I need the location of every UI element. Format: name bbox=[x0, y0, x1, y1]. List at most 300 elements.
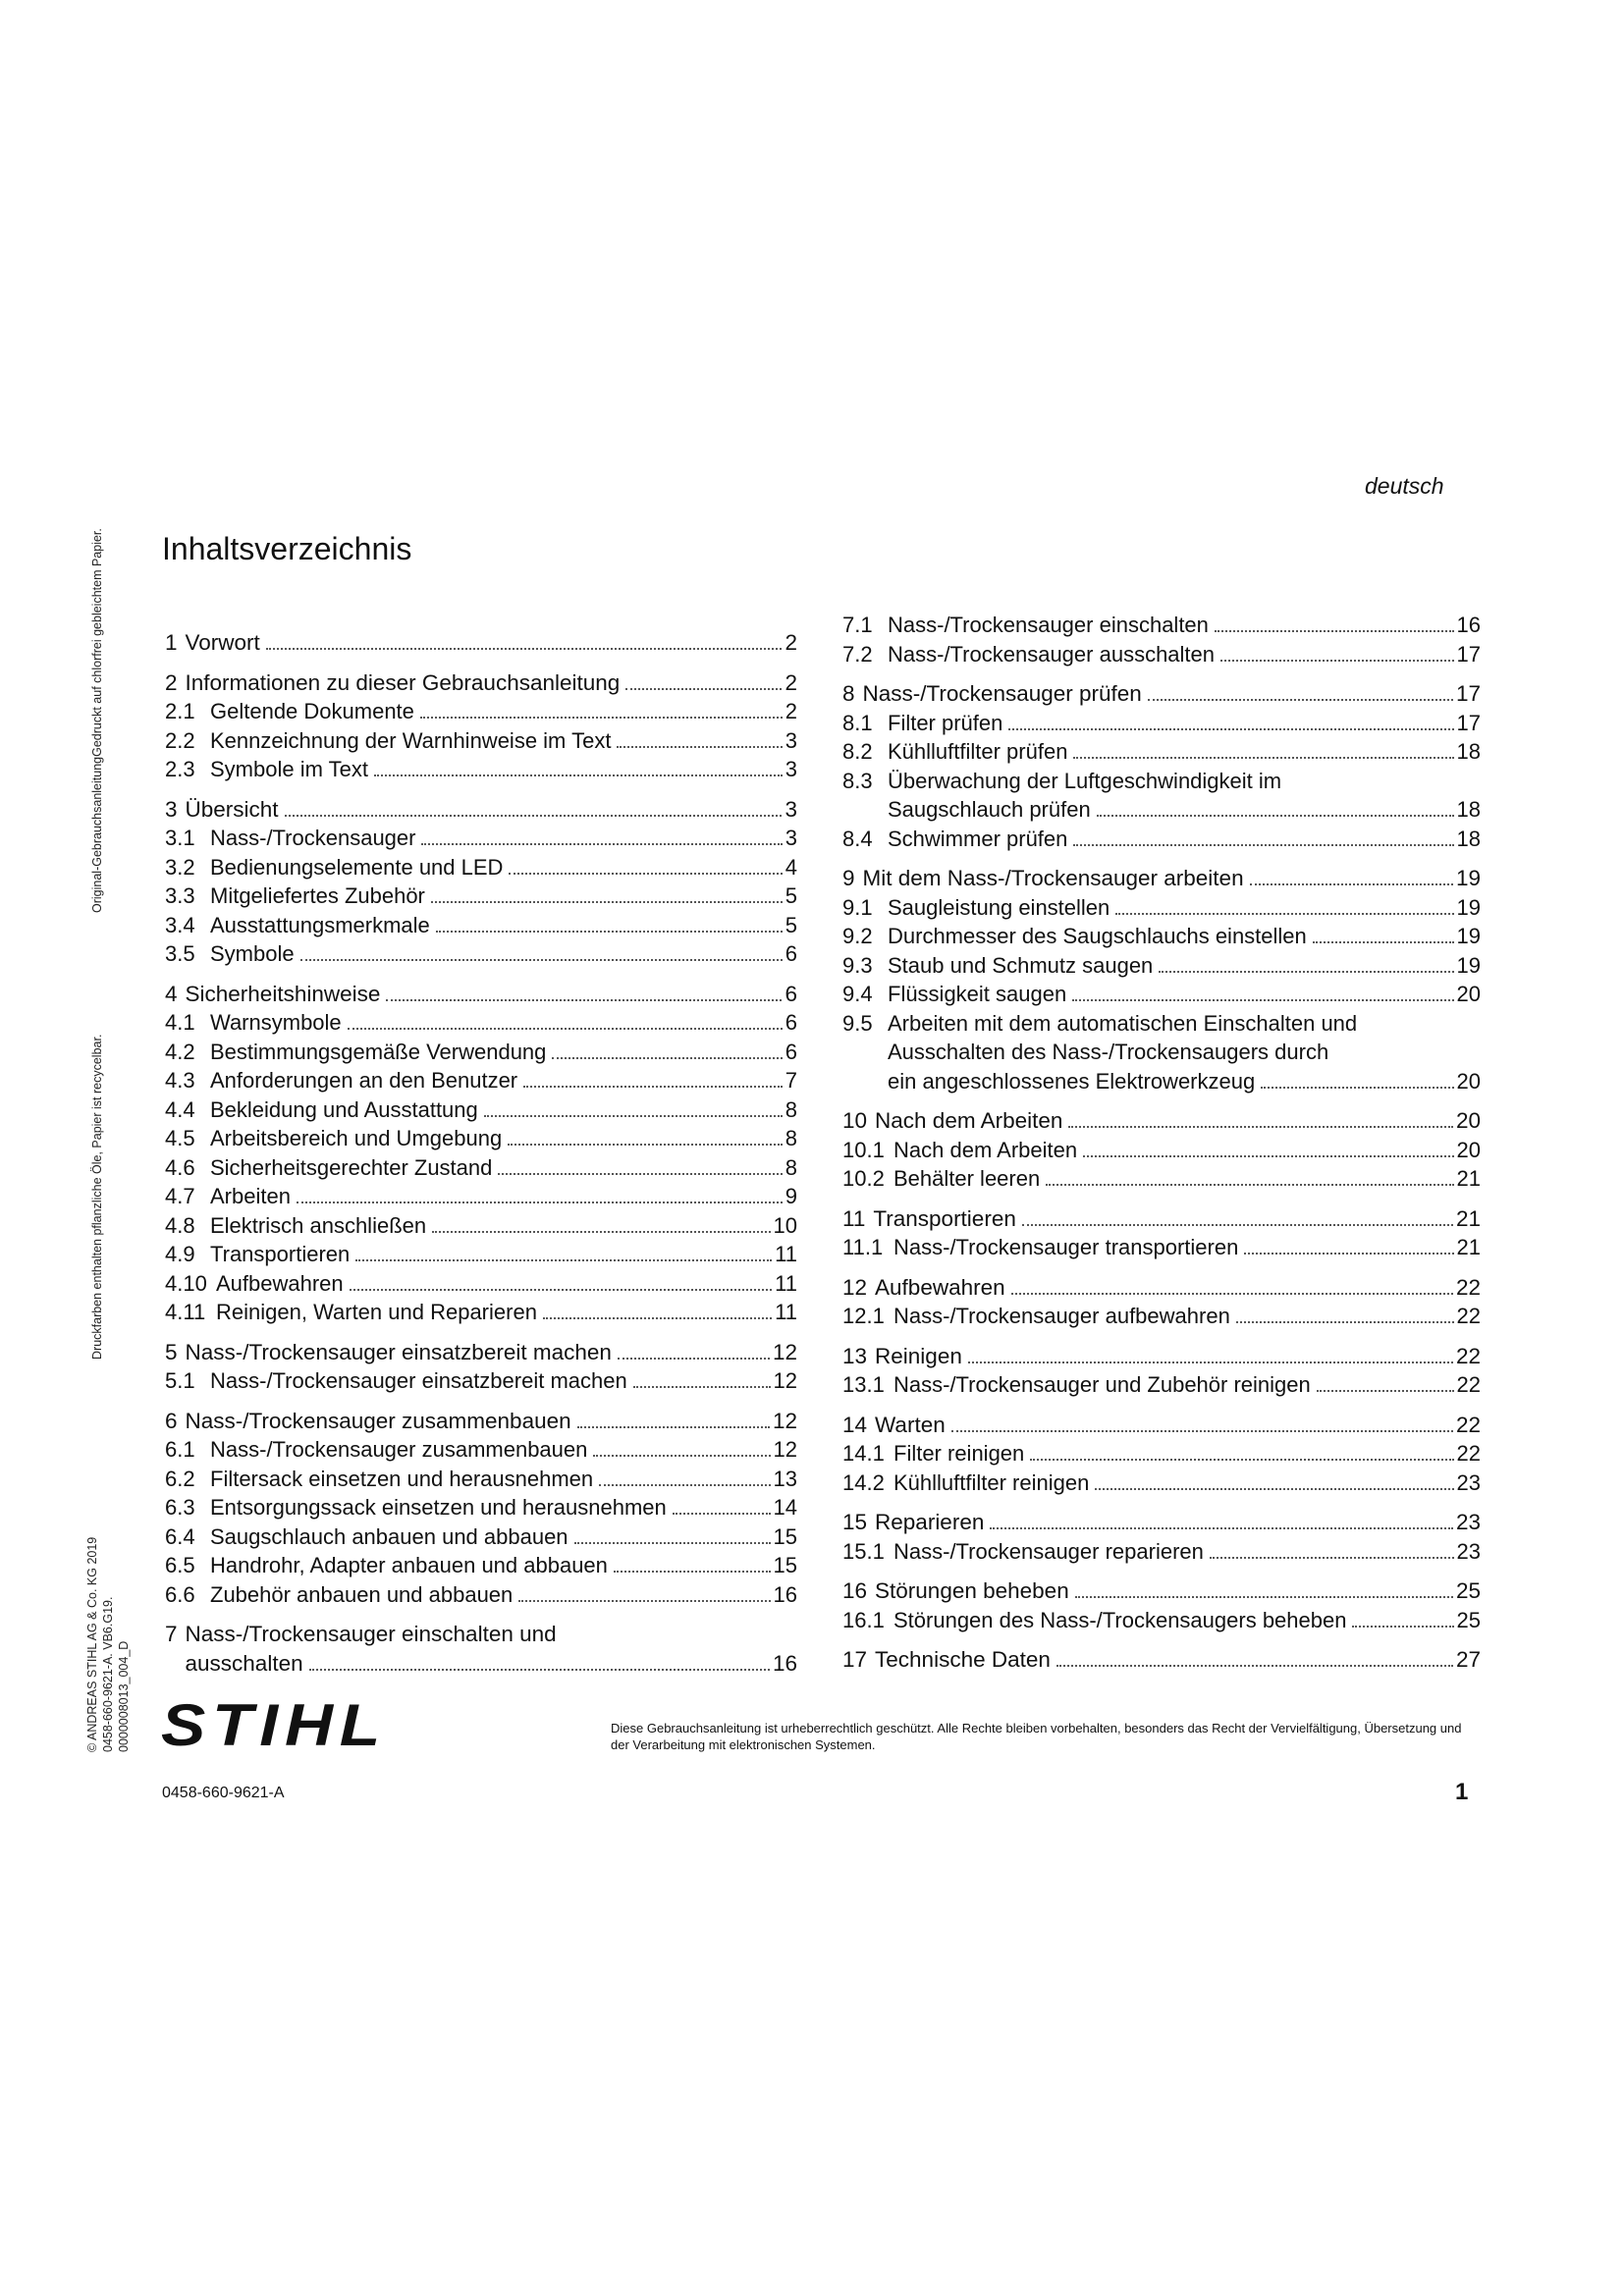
toc-entry-label: Aufbewahren bbox=[875, 1274, 1005, 1300]
toc-entry bbox=[842, 640, 1481, 669]
toc-entry-number: 16 bbox=[842, 1578, 868, 1603]
toc-entry-number: 17 bbox=[842, 1647, 868, 1672]
toc-entry bbox=[842, 1233, 1481, 1262]
toc-entry-label-cont: ein angeschlossenes Elektrowerkzeug bbox=[888, 1068, 1256, 1094]
toc-entry-number: 7.1 bbox=[842, 613, 873, 637]
toc-entry bbox=[165, 1211, 797, 1241]
toc-entry-number: 3 bbox=[165, 796, 178, 822]
toc-entry-label-block bbox=[888, 1009, 1481, 1096]
toc-entry bbox=[842, 1645, 1481, 1675]
toc-entry-page: 15 bbox=[773, 1553, 797, 1577]
toc-entry-label: Nass-/Trockensauger aufbewahren bbox=[893, 1304, 1230, 1328]
toc-entry-label: Nass-/Trockensauger bbox=[210, 826, 416, 850]
toc-entry bbox=[842, 1164, 1481, 1194]
toc-entry-page: 20 bbox=[1456, 1068, 1481, 1094]
toc-entry-page: 20 bbox=[1456, 1137, 1481, 1162]
toc-entry bbox=[165, 795, 797, 825]
toc-entry bbox=[842, 1411, 1481, 1440]
dot-leader bbox=[673, 1513, 771, 1515]
dot-leader bbox=[266, 648, 783, 650]
dot-leader bbox=[552, 1057, 782, 1059]
dot-leader bbox=[1220, 660, 1454, 662]
toc-entry bbox=[165, 1522, 797, 1552]
toc-entry-number: 14 bbox=[842, 1412, 868, 1437]
toc-entry-label-cont: Saugschlauch prüfen bbox=[888, 797, 1091, 822]
dot-leader bbox=[518, 1600, 770, 1602]
toc-entry-label: Staub und Schmutz saugen bbox=[888, 952, 1154, 978]
dot-leader bbox=[968, 1362, 1453, 1363]
toc-entry-label: Nass-/Trockensauger reparieren bbox=[893, 1538, 1204, 1564]
toc-entry-page: 6 bbox=[785, 1039, 797, 1064]
toc-entry-label: Bestimmungsgemäße Verwendung bbox=[210, 1039, 547, 1064]
dot-leader bbox=[508, 1144, 783, 1146]
toc-entry-number: 12.1 bbox=[842, 1304, 885, 1328]
doc-id-line: 0000008013_004_D bbox=[117, 1640, 131, 1752]
toc-entry-label-block bbox=[888, 767, 1481, 825]
dot-leader bbox=[1008, 728, 1453, 730]
toc-entry bbox=[842, 679, 1481, 709]
toc-entry-label: Behälter leeren bbox=[893, 1166, 1041, 1191]
toc-entry-number: 4.10 bbox=[165, 1270, 207, 1296]
toc-entry-number: 6.3 bbox=[165, 1495, 195, 1520]
toc-entry-number: 6.5 bbox=[165, 1553, 195, 1577]
toc-entry-page: 25 bbox=[1455, 1578, 1481, 1603]
toc-entry-label-block bbox=[186, 1620, 797, 1678]
dot-leader bbox=[1046, 1184, 1453, 1186]
toc-entry bbox=[842, 1342, 1481, 1371]
toc-entry bbox=[842, 1204, 1481, 1234]
toc-entry-label: Sicherheitsgerechter Zustand bbox=[210, 1154, 493, 1180]
toc-entry-label: Filtersack einsetzen und herausnehmen bbox=[210, 1466, 594, 1491]
toc-entry bbox=[165, 1124, 797, 1153]
toc-entry-label: Transportieren bbox=[210, 1242, 351, 1266]
toc-entry-number: 10.1 bbox=[842, 1137, 885, 1162]
toc-entry-number: 6.4 bbox=[165, 1523, 195, 1549]
dot-leader bbox=[1072, 999, 1453, 1001]
toc-entry-label: Transportieren bbox=[873, 1205, 1016, 1231]
toc-entry-label: Kühlluftfilter reinigen bbox=[893, 1469, 1090, 1495]
toc-entry-page: 3 bbox=[785, 727, 797, 753]
dot-leader bbox=[421, 843, 782, 845]
toc-entry-number: 9.4 bbox=[842, 982, 873, 1006]
toc-entry-label: Nach dem Arbeiten bbox=[875, 1108, 1063, 1133]
toc-entry-label: Informationen zu dieser Gebrauchsanleitung bbox=[185, 669, 621, 695]
toc-entry-page: 12 bbox=[772, 1339, 797, 1364]
toc-entry bbox=[165, 668, 797, 698]
dot-leader bbox=[614, 1571, 771, 1573]
toc-entry bbox=[165, 1366, 797, 1396]
toc-entry-number: 4.6 bbox=[165, 1154, 195, 1180]
toc-entry-label: Nass-/Trockensauger einschalten bbox=[888, 613, 1209, 637]
dot-leader bbox=[951, 1430, 1453, 1432]
dot-leader bbox=[1313, 941, 1454, 943]
dot-leader bbox=[1095, 1488, 1453, 1490]
toc-entry bbox=[165, 697, 797, 726]
dot-leader bbox=[625, 688, 782, 690]
toc-entry-label: Mitgeliefertes Zubehör bbox=[210, 883, 425, 908]
toc-entry bbox=[842, 1009, 1481, 1096]
dot-leader bbox=[599, 1484, 770, 1486]
toc-entry-page: 12 bbox=[772, 1408, 797, 1433]
dot-leader bbox=[577, 1426, 770, 1428]
toc-entry-page: 3 bbox=[785, 796, 797, 822]
toc-entry bbox=[842, 611, 1481, 640]
toc-entry-label: Nass-/Trockensauger zusammenbauen bbox=[185, 1408, 571, 1433]
toc-entry-page: 16 bbox=[1456, 613, 1481, 637]
toc-entry-page: 11 bbox=[775, 1242, 797, 1266]
toc-left-column bbox=[165, 628, 797, 1678]
toc-entry-number: 7 bbox=[165, 1622, 178, 1646]
toc-entry-number: 9.5 bbox=[842, 1010, 873, 1036]
toc-entry bbox=[842, 893, 1481, 923]
toc-entry-page: 18 bbox=[1456, 826, 1481, 851]
toc-entry-number: 4.4 bbox=[165, 1096, 195, 1122]
toc-entry bbox=[165, 853, 797, 882]
toc-entry-label: Nass-/Trockensauger einsatzbereit machen bbox=[210, 1368, 627, 1393]
toc-entry-page: 15 bbox=[773, 1523, 797, 1549]
toc-entry bbox=[842, 980, 1481, 1009]
toc-entry bbox=[165, 881, 797, 911]
toc-entry-page: 20 bbox=[1456, 982, 1481, 1006]
toc-entry-label: Arbeiten bbox=[210, 1184, 291, 1208]
toc-entry bbox=[842, 709, 1481, 738]
toc-entry-number: 6.1 bbox=[165, 1437, 195, 1462]
toc-entry-page: 18 bbox=[1456, 739, 1481, 764]
toc-entry-continuation bbox=[888, 1067, 1481, 1096]
toc-entry bbox=[165, 1580, 797, 1610]
toc-entry-label: Handrohr, Adapter anbauen und abbauen bbox=[210, 1553, 608, 1577]
dot-leader bbox=[1075, 1596, 1453, 1598]
language-label: deutsch bbox=[1365, 473, 1444, 499]
toc-entry-number: 8 bbox=[842, 681, 855, 706]
dot-leader bbox=[1083, 1155, 1453, 1157]
dot-leader bbox=[633, 1386, 771, 1388]
toc-entry-label: Elektrisch anschließen bbox=[210, 1212, 427, 1238]
toc-entry-page: 17 bbox=[1455, 681, 1481, 706]
toc-entry-number: 9.3 bbox=[842, 952, 873, 978]
toc-entry-page: 21 bbox=[1455, 1205, 1481, 1231]
toc-entry-page: 22 bbox=[1456, 1304, 1481, 1328]
toc-entry-page: 23 bbox=[1456, 1538, 1481, 1564]
toc-entry bbox=[165, 1435, 797, 1465]
toc-entry-number: 3.1 bbox=[165, 826, 195, 850]
toc-entry-page: 22 bbox=[1456, 1372, 1481, 1397]
dot-leader bbox=[618, 1358, 770, 1360]
dot-leader bbox=[523, 1086, 783, 1088]
dot-leader bbox=[1097, 815, 1454, 817]
toc-entry-label: Warnsymbole bbox=[210, 1010, 342, 1035]
toc-entry-label: Vorwort bbox=[185, 630, 260, 655]
toc-entry bbox=[165, 1620, 797, 1678]
dot-leader bbox=[1250, 883, 1453, 885]
stihl-logo bbox=[157, 1696, 393, 1753]
toc-entry-number: 9.1 bbox=[842, 894, 873, 920]
toc-entry-number: 8.4 bbox=[842, 826, 873, 851]
toc-entry bbox=[165, 726, 797, 756]
toc-entry bbox=[165, 1551, 797, 1580]
toc-entry bbox=[842, 1106, 1481, 1136]
toc-entry-number: 13 bbox=[842, 1343, 868, 1368]
toc-entry bbox=[842, 767, 1481, 825]
toc-entry-number: 4.9 bbox=[165, 1242, 195, 1266]
dot-leader bbox=[1148, 699, 1453, 701]
toc-entry-number: 6 bbox=[165, 1408, 178, 1433]
toc-entry bbox=[842, 1606, 1481, 1635]
toc-entry-label: Symbole im Text bbox=[210, 757, 368, 781]
dot-leader bbox=[1115, 913, 1453, 915]
dot-leader bbox=[509, 873, 782, 875]
toc-entry-number: 4.5 bbox=[165, 1126, 195, 1150]
toc-entry bbox=[165, 1240, 797, 1269]
toc-entry bbox=[165, 1038, 797, 1067]
toc-entry-page: 6 bbox=[785, 1010, 797, 1035]
dot-leader bbox=[543, 1317, 772, 1319]
toc-entry bbox=[165, 1298, 797, 1327]
dot-leader bbox=[355, 1259, 772, 1261]
toc-entry bbox=[165, 1066, 797, 1095]
toc-entry-label: Nass-/Trockensauger transportieren bbox=[893, 1235, 1239, 1259]
toc-entry-label: Filter reinigen bbox=[893, 1441, 1025, 1466]
toc-entry-page: 22 bbox=[1456, 1441, 1481, 1466]
toc-entry-label: Sicherheitshinweise bbox=[185, 981, 381, 1006]
toc-entry bbox=[165, 824, 797, 853]
toc-entry-number: 5.1 bbox=[165, 1368, 195, 1393]
toc-entry-label: Filter prüfen bbox=[888, 710, 1003, 735]
toc-entry-label: Bekleidung und Ausstattung bbox=[210, 1096, 478, 1122]
toc-entry-page: 17 bbox=[1456, 710, 1481, 735]
dot-leader bbox=[1030, 1459, 1453, 1461]
dot-leader bbox=[297, 1201, 783, 1203]
toc-entry bbox=[165, 628, 797, 658]
toc-entry-page: 21 bbox=[1456, 1166, 1481, 1191]
toc-entry-page: 7 bbox=[785, 1068, 797, 1093]
toc-entry-label: Kühlluftfilter prüfen bbox=[888, 739, 1068, 764]
toc-entry bbox=[842, 825, 1481, 854]
toc-entry-number: 13.1 bbox=[842, 1372, 885, 1397]
toc-entry-label: Ausstattungsmerkmale bbox=[210, 912, 430, 937]
toc-entry bbox=[165, 1338, 797, 1367]
toc-entry-page: 8 bbox=[785, 1096, 797, 1122]
toc-entry-number: 9 bbox=[842, 866, 855, 890]
copyright-notice: Diese Gebrauchsanleitung ist urheberrechtlich geschützt. Alle Rechte bleiben vorbehalten, besonders das Recht der Vervielfältigung, Übersetzung und der Verarbeitung mit elektronischen Systemen. bbox=[611, 1721, 1462, 1752]
dot-leader bbox=[574, 1542, 771, 1544]
toc-entry-number: 11.1 bbox=[842, 1235, 884, 1259]
toc-entry bbox=[842, 1537, 1481, 1567]
toc-entry-number: 3.3 bbox=[165, 883, 195, 908]
toc-entry-page: 2 bbox=[785, 630, 797, 655]
toc-entry-label: Überwachung der Luftgeschwindigkeit im bbox=[888, 768, 1282, 793]
toc-entry-number: 4 bbox=[165, 981, 178, 1006]
toc-right-column bbox=[842, 611, 1481, 1675]
toc-entry-page: 5 bbox=[785, 912, 797, 937]
toc-entry-number: 8.2 bbox=[842, 739, 873, 764]
toc-entry-page: 3 bbox=[785, 826, 797, 850]
toc-entry bbox=[842, 1576, 1481, 1606]
toc-entry-number: 12 bbox=[842, 1274, 868, 1300]
toc-entry-label: Nass-/Trockensauger ausschalten bbox=[888, 641, 1216, 667]
toc-entry bbox=[842, 1136, 1481, 1165]
toc-entry-number: 4.3 bbox=[165, 1068, 195, 1093]
toc-entry bbox=[165, 755, 797, 784]
dot-leader bbox=[420, 717, 783, 719]
toc-entry-page: 4 bbox=[785, 854, 797, 880]
toc-entry bbox=[165, 939, 797, 969]
dot-leader bbox=[484, 1115, 783, 1117]
toc-entry-page: 3 bbox=[785, 757, 797, 781]
toc-entry-page: 18 bbox=[1456, 797, 1481, 822]
sidebar-note-paper: Original-GebrauchsanleitungGedruckt auf chlorfrei gebleichtem Papier. bbox=[90, 528, 104, 913]
toc-entry-label: Übersicht bbox=[185, 796, 279, 822]
toc-entry-label: Zubehör anbauen und abbauen bbox=[210, 1581, 514, 1607]
toc-entry-page: 8 bbox=[785, 1154, 797, 1180]
toc-entry-page: 23 bbox=[1455, 1510, 1481, 1534]
toc-entry-number: 4.8 bbox=[165, 1212, 195, 1238]
toc-entry-page: 22 bbox=[1455, 1343, 1481, 1368]
toc-entry-label: Anforderungen an den Benutzer bbox=[210, 1068, 518, 1093]
toc-entry-page: 2 bbox=[785, 699, 797, 723]
toc-entry-number: 14.2 bbox=[842, 1469, 885, 1495]
dot-leader bbox=[1317, 1390, 1454, 1392]
toc-entry-label: Warten bbox=[875, 1412, 946, 1437]
toc-entry-label: Kennzeichnung der Warnhinweise im Text bbox=[210, 727, 612, 753]
dot-leader bbox=[1073, 757, 1453, 759]
toc-entry-number: 16.1 bbox=[842, 1607, 885, 1632]
toc-entry-number: 8.3 bbox=[842, 768, 873, 793]
toc-entry-page: 6 bbox=[785, 981, 797, 1006]
toc-entry-number: 6.2 bbox=[165, 1466, 195, 1491]
dot-leader bbox=[285, 815, 783, 817]
toc-entry-label: Arbeitsbereich und Umgebung bbox=[210, 1126, 503, 1150]
toc-entry-page: 5 bbox=[785, 883, 797, 908]
toc-entry-number: 2 bbox=[165, 669, 178, 695]
toc-entry-label: Arbeiten mit dem automatischen Einschalten und bbox=[888, 1010, 1358, 1036]
toc-entry bbox=[842, 1302, 1481, 1331]
toc-entry-label: Symbole bbox=[210, 941, 295, 966]
toc-entry bbox=[165, 1008, 797, 1038]
toc-entry-page: 23 bbox=[1456, 1469, 1481, 1495]
toc-entry-page: 20 bbox=[1455, 1108, 1481, 1133]
dot-leader bbox=[1236, 1321, 1454, 1323]
toc-entry-number: 4.1 bbox=[165, 1010, 195, 1035]
dot-leader bbox=[1056, 1665, 1453, 1667]
toc-entry-page: 22 bbox=[1455, 1412, 1481, 1437]
toc-entry-page: 19 bbox=[1456, 952, 1481, 978]
toc-entry bbox=[165, 980, 797, 1009]
dot-leader bbox=[1261, 1087, 1453, 1089]
toc-entry-page: 16 bbox=[772, 1650, 797, 1676]
dot-leader bbox=[1215, 630, 1454, 632]
toc-entry-number: 2.1 bbox=[165, 699, 195, 723]
dot-leader bbox=[350, 1289, 773, 1291]
toc-entry-number: 9.2 bbox=[842, 924, 873, 948]
toc-entry-page: 19 bbox=[1456, 924, 1481, 948]
document-number: 0458-660-9621-A bbox=[162, 1785, 285, 1801]
dot-leader bbox=[1210, 1557, 1454, 1559]
toc-entry-page: 8 bbox=[785, 1126, 797, 1150]
toc-entry-page: 11 bbox=[775, 1270, 797, 1296]
toc-entry-label: Mit dem Nass-/Trockensauger arbeiten bbox=[862, 866, 1244, 890]
toc-entry-page: 9 bbox=[785, 1184, 797, 1208]
toc-entry-page: 12 bbox=[773, 1437, 797, 1462]
toc-entry bbox=[842, 864, 1481, 893]
toc-entry-page: 21 bbox=[1456, 1235, 1481, 1259]
dot-leader bbox=[348, 1028, 783, 1030]
toc-entry-number: 11 bbox=[842, 1205, 866, 1231]
toc-entry-label: Nach dem Arbeiten bbox=[893, 1137, 1078, 1162]
toc-entry-number: 4.7 bbox=[165, 1184, 195, 1208]
toc-entry bbox=[842, 1468, 1481, 1498]
toc-entry-page: 22 bbox=[1455, 1274, 1481, 1300]
dot-leader bbox=[593, 1455, 770, 1457]
copyright-line: © ANDREAS STIHL AG & Co. KG 2019 bbox=[85, 1536, 99, 1752]
toc-entry-number: 4.11 bbox=[165, 1300, 206, 1324]
toc-entry bbox=[842, 1508, 1481, 1537]
toc-entry-page: 25 bbox=[1456, 1607, 1481, 1632]
toc-entry-page: 27 bbox=[1455, 1647, 1481, 1672]
toc-entry bbox=[842, 737, 1481, 767]
dot-leader bbox=[1011, 1293, 1453, 1295]
dot-leader bbox=[436, 931, 783, 933]
toc-entry-label-cont: Ausschalten des Nass-/Trockensaugers durch bbox=[888, 1040, 1329, 1064]
toc-entry-label: Nass-/Trockensauger und Zubehör reinigen bbox=[893, 1372, 1311, 1397]
toc-entry-label: Saugleistung einstellen bbox=[888, 894, 1110, 920]
dot-leader bbox=[617, 746, 782, 748]
toc-entry bbox=[165, 1095, 797, 1125]
toc-entry-number: 3.2 bbox=[165, 854, 195, 880]
toc-entry bbox=[165, 1153, 797, 1183]
toc-entry-number: 6.6 bbox=[165, 1581, 195, 1607]
dot-leader bbox=[1022, 1224, 1453, 1226]
dot-leader bbox=[990, 1527, 1453, 1529]
toc-entry-number: 3.4 bbox=[165, 912, 195, 937]
dot-leader bbox=[432, 1231, 770, 1233]
toc-entry-page: 2 bbox=[785, 669, 797, 695]
toc-entry bbox=[165, 1182, 797, 1211]
toc-entry-label: Flüssigkeit saugen bbox=[888, 982, 1067, 1006]
toc-entry-page: 13 bbox=[773, 1466, 797, 1491]
toc-entry-number: 4.2 bbox=[165, 1039, 195, 1064]
toc-entry-label: Entsorgungssack einsetzen und herausnehmen bbox=[210, 1495, 667, 1520]
toc-entry-label: Technische Daten bbox=[875, 1647, 1051, 1672]
toc-entry-number: 15.1 bbox=[842, 1538, 885, 1564]
toc-entry bbox=[165, 1269, 797, 1299]
toc-entry-number: 10 bbox=[842, 1108, 868, 1133]
toc-entry-number: 8.1 bbox=[842, 710, 873, 735]
toc-entry bbox=[842, 951, 1481, 981]
toc-entry-label: Nass-/Trockensauger einsatzbereit machen bbox=[185, 1339, 612, 1364]
toc-entry-page: 14 bbox=[773, 1495, 797, 1520]
sidebar-copyright bbox=[84, 1537, 132, 1752]
toc-entry-label: Reparieren bbox=[875, 1510, 985, 1534]
toc-entry-number: 15 bbox=[842, 1510, 868, 1534]
toc-entry bbox=[842, 922, 1481, 951]
toc-entry bbox=[842, 1439, 1481, 1468]
toc-entry-continuation bbox=[186, 1649, 797, 1679]
toc-entry-page: 6 bbox=[785, 941, 797, 966]
toc-entry-number: 10.2 bbox=[842, 1166, 885, 1191]
toc-entry-label: Geltende Dokumente bbox=[210, 699, 414, 723]
toc-entry-page: 16 bbox=[773, 1581, 797, 1607]
dot-leader bbox=[1073, 844, 1453, 846]
toc-entry-number: 14.1 bbox=[842, 1441, 885, 1466]
page-number: 1 bbox=[1455, 1779, 1469, 1805]
toc-entry-label: Reinigen, Warten und Reparieren bbox=[216, 1300, 537, 1324]
dot-leader bbox=[386, 999, 782, 1001]
dot-leader bbox=[300, 959, 783, 961]
toc-entry-label: Störungen des Nass-/Trockensaugers beheben bbox=[893, 1607, 1347, 1632]
toc-entry-page: 19 bbox=[1456, 894, 1481, 920]
toc-entry-label: Nass-/Trockensauger zusammenbauen bbox=[210, 1437, 588, 1462]
